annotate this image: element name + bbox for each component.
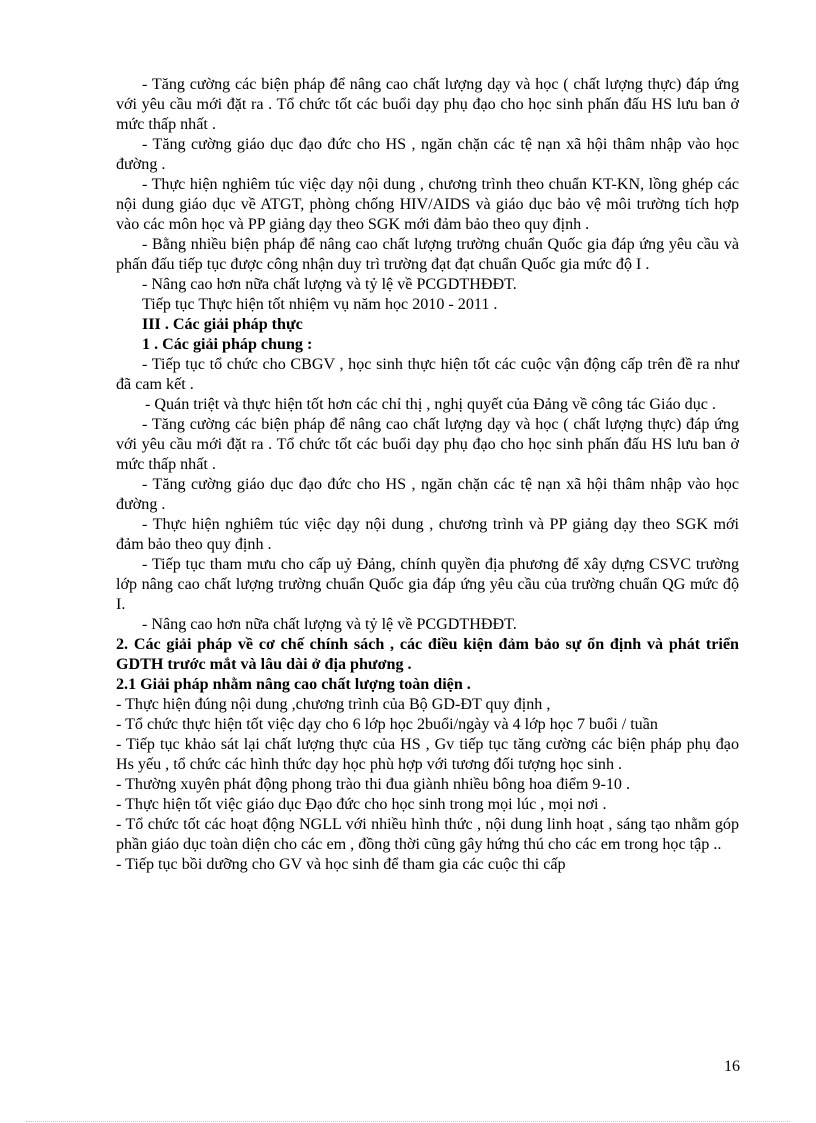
section-heading: 2. Các giải pháp về cơ chế chính sách , các điều kiện đảm bảo sự ổn định và phát triển GDTH trước mắt và lâu dài ở địa phương . bbox=[116, 636, 739, 673]
paragraph: - Tiếp tục tổ chức cho CBGV , học sinh thực hiện tốt các cuộc vận động cấp trên đề ra như đã cam kết . bbox=[116, 356, 739, 393]
page-number: 16 bbox=[724, 1058, 740, 1075]
paragraph: - Tăng cường các biện pháp để nâng cao chất lượng dạy và học ( chất lượng thực) đáp ứng với yêu cầu mới đặt ra . Tổ chức tốt các buổi dạy phụ đạo cho học sinh phấn đấu HS lưu ban ở mức thấp nhất . bbox=[116, 416, 739, 473]
paragraph: - Quán triệt và thực hiện tốt hơn các chỉ thị , nghị quyết của Đảng về công tác Giáo dục . bbox=[145, 396, 716, 413]
paragraph: - Tiếp tục khảo sát lại chất lượng thực của HS , Gv tiếp tục tăng cường các biện pháp phụ đạo Hs yếu , tổ chức các hình thức dạy học phù hợp với tương đối tượng học sinh . bbox=[116, 736, 739, 773]
paragraph: - Nâng cao hơn nữa chất lượng và tỷ lệ về PCGDTHĐĐT. bbox=[142, 276, 517, 293]
section-heading: 2.1 Giải pháp nhằm nâng cao chất lượng toàn diện . bbox=[116, 676, 471, 693]
section-heading: 1 . Các giải pháp chung : bbox=[142, 336, 313, 353]
paragraph: - Thường xuyên phát động phong trào thi đua giành nhiều bông hoa điểm 9-10 . bbox=[116, 776, 630, 793]
section-heading: III . Các giải pháp thực bbox=[142, 316, 303, 333]
paragraph: - Nâng cao hơn nữa chất lượng và tỷ lệ về PCGDTHĐĐT. bbox=[142, 616, 517, 633]
paragraph: - Thực hiện nghiêm túc việc dạy nội dung , chương trình theo chuẩn KT-KN, lồng ghép các nội dung giáo dục về ATGT, phòng chống HIV/AIDS và giáo dục bảo vệ môi trường tích hợp vào các môn học và PP giảng dạy theo SGK mới đảm bảo theo quy định . bbox=[116, 176, 739, 233]
paragraph: Tiếp tục Thực hiện tốt nhiệm vụ năm học 2010 - 2011 . bbox=[142, 296, 498, 313]
paragraph: - Tổ chức tốt các hoạt động NGLL với nhiều hình thức , nội dung linh hoạt , sáng tạo nhằm góp phần giáo dục toàn diện cho các em , đồng thời cũng gây hứng thú cho các em trong học tập .. bbox=[116, 816, 739, 853]
page-bottom-border bbox=[26, 1121, 790, 1122]
paragraph: - Tăng cường giáo dục đạo đức cho HS , ngăn chặn các tệ nạn xã hội thâm nhập vào học đường . bbox=[116, 476, 739, 513]
paragraph: - Tổ chức thực hiện tốt việc dạy cho 6 lớp học 2buổi/ngày và 4 lớp học 7 buổi / tuần bbox=[116, 716, 658, 733]
paragraph: - Thực hiện đúng nội dung ,chương trình của Bộ GD-ĐT quy định , bbox=[116, 696, 551, 713]
document-body bbox=[116, 75, 739, 875]
paragraph: - Thực hiện nghiêm túc việc dạy nội dung , chương trình và PP giảng dạy theo SGK mới đảm bảo theo quy định . bbox=[116, 516, 739, 553]
paragraph: - Tăng cường các biện pháp để nâng cao chất lượng dạy và học ( chất lượng thực) đáp ứng với yêu cầu mới đặt ra . Tổ chức tốt các buổi dạy phụ đạo cho học sinh phấn đấu HS lưu ban ở mức thấp nhất . bbox=[116, 76, 739, 133]
paragraph: - Bằng nhiều biện pháp để nâng cao chất lượng trường chuẩn Quốc gia đáp ứng yêu cầu và phấn đấu tiếp tục được công nhận duy trì trường đạt đạt chuẩn Quốc gia mức độ I . bbox=[116, 236, 739, 273]
paragraph: - Thực hiện tốt việc giáo dục Đạo đức cho học sinh trong mọi lúc , mọi nơi . bbox=[116, 796, 607, 813]
paragraph: - Tiếp tục bồi dưỡng cho GV và học sinh để tham gia các cuộc thi cấp bbox=[116, 856, 566, 873]
paragraph: - Tiếp tục tham mưu cho cấp uỷ Đảng, chính quyền địa phương để xây dựng CSVC trường lớp nâng cao chất lượng trường chuẩn Quốc gia đáp ứng yêu cầu của trường chuẩn QG mức độ I. bbox=[116, 556, 739, 613]
paragraph: - Tăng cường giáo dục đạo đức cho HS , ngăn chặn các tệ nạn xã hội thâm nhập vào học đường . bbox=[116, 136, 739, 173]
